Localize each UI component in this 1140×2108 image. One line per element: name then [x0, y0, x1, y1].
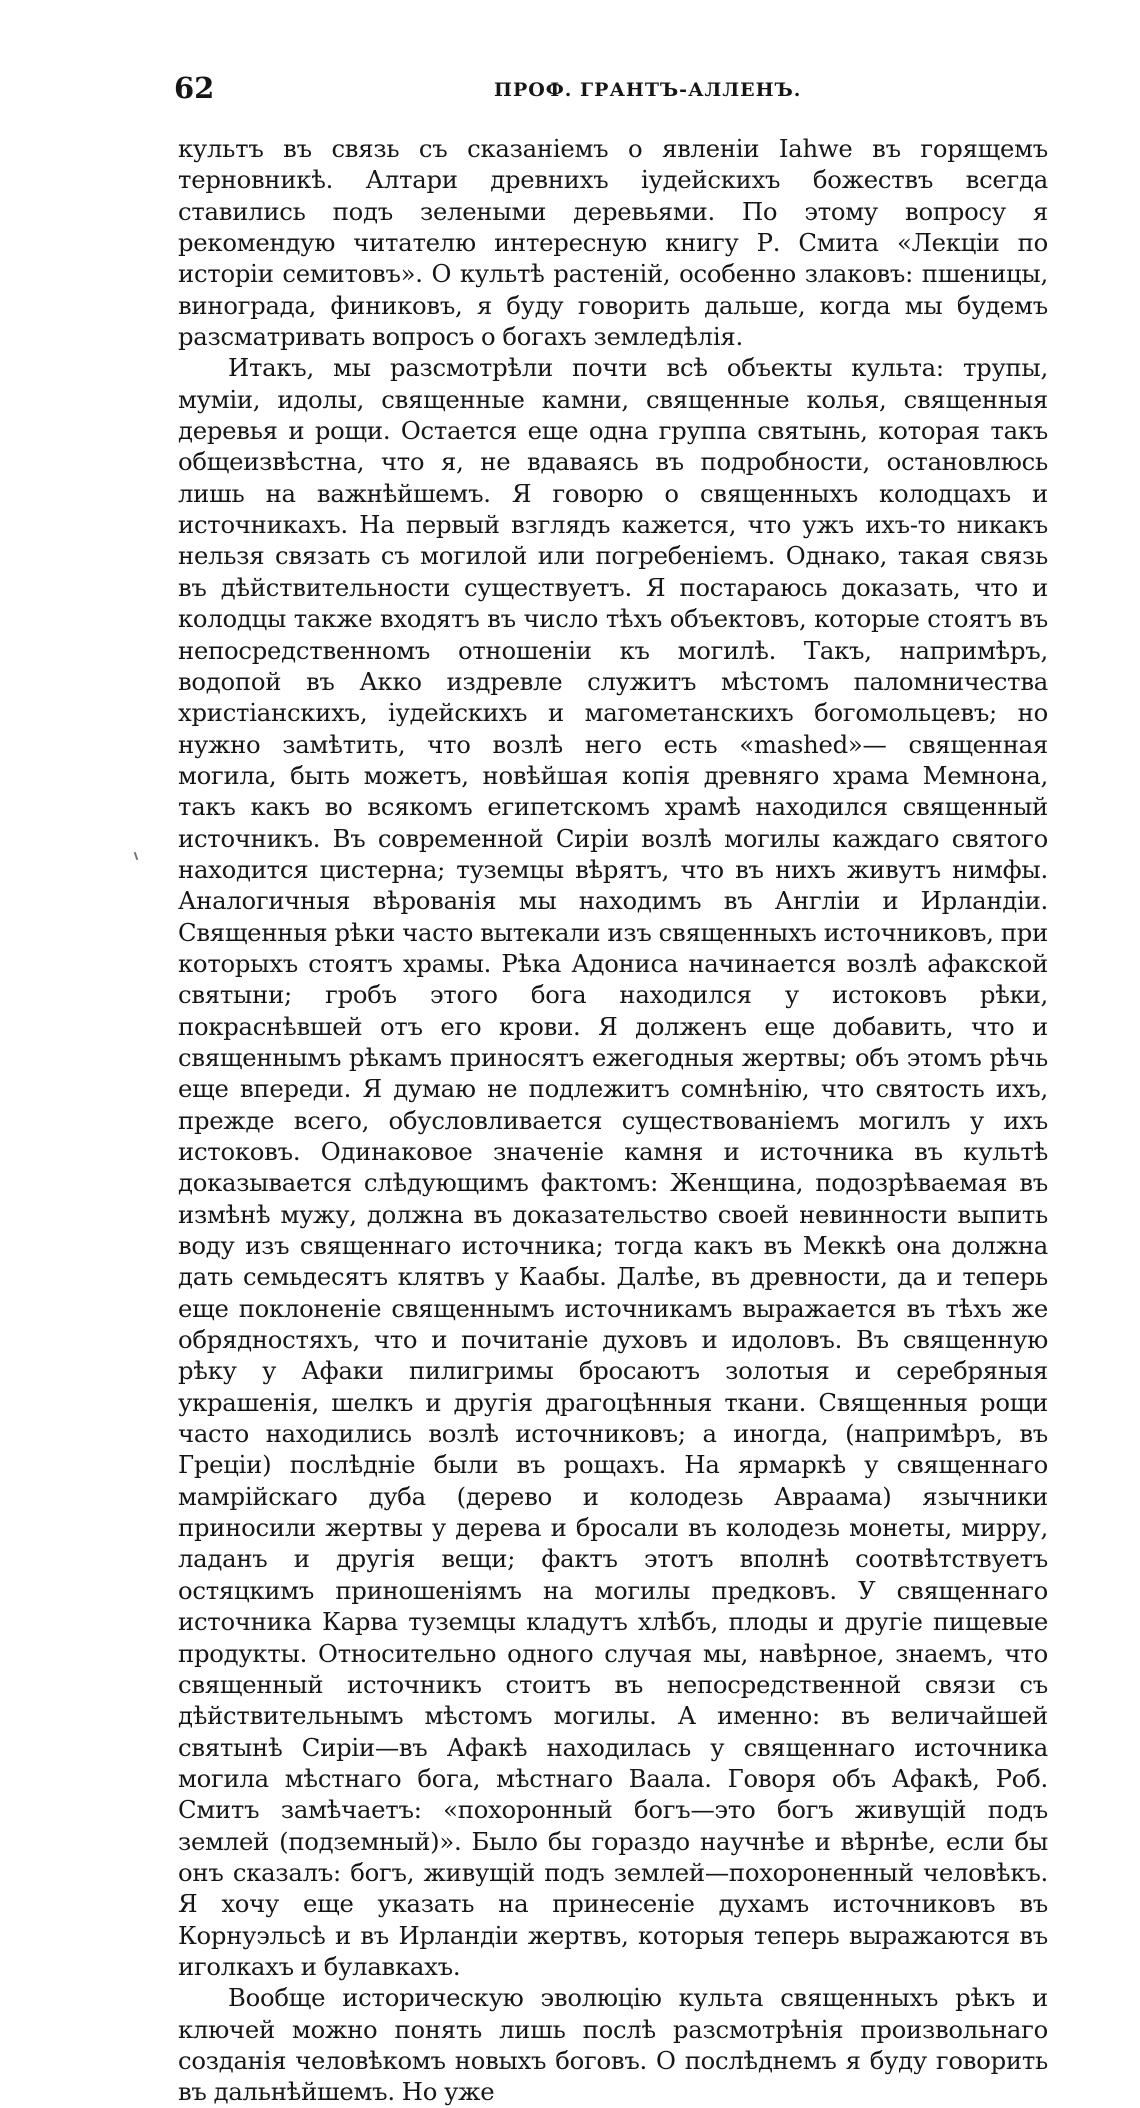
paragraph-evolution: Вообще историческую эволюцію культа священныхъ рѣкъ и ключей можно понять лишь послѣ разсмотрѣнія произвольнаго созданія человѣкомъ новыхъ боговъ. О послѣднемъ я буду говорить въ дальнѣйшемъ. Но уже	[178, 1983, 1048, 2107]
page-header	[174, 68, 1050, 116]
paragraph-sacred-wells: Итакъ, мы разсмотрѣли почти всѣ объекты культа: трупы, муміи, идолы, священные камни, священные колья, священныя деревья и рощи. Остается еще одна группа святынь, которая такъ общеизвѣстна, что я, не вдаваясь въ подробности, остановлюсь лишь на важнѣйшемъ. Я говорю о священныхъ колодцахъ и источникахъ. На первый взглядъ кажется, что ужъ ихъ-то никакъ нельзя связать съ могилой или погребеніемъ. Однако, такая связь въ дѣйствительности существуетъ. Я постараюсь доказать, что и колодцы также входятъ въ число тѣхъ объектовъ, которые стоятъ въ непосредственномъ отношеніи къ могилѣ. Такъ, напримѣръ, водопой въ Акко издревле служитъ мѣстомъ паломничества христіанскихъ, іудейскихъ и магометанскихъ богомольцевъ; но нужно замѣтить, что возлѣ него есть «mashed»— священная могила, быть можетъ, новѣйшая копія древняго храма Мемнона, такъ какъ во всякомъ египетскомъ храмѣ находился священный источникъ. Въ современной Сиріи возлѣ могилы каждаго святого находится цистерна; туземцы вѣрятъ, что въ нихъ живутъ нимфы. Аналогичныя вѣрованія мы находимъ въ Англіи и Ирландіи. Священныя рѣки часто вытекали изъ священныхъ источниковъ, при которыхъ стоятъ храмы. Рѣка Адониса начинается возлѣ афакской святыни; гробъ этого бога находился у истоковъ рѣки, покраснѣвшей отъ его крови. Я долженъ еще добавить, что и священнымъ рѣкамъ приносятъ ежегодныя жертвы; объ этомъ рѣчь еще впереди. Я думаю не подлежитъ сомнѣнію, что святость ихъ, прежде всего, обусловливается существованіемъ могилъ у ихъ истоковъ. Одинаковое значеніе камня и источника въ культѣ доказывается слѣдующимъ фактомъ: Женщина, подозрѣваемая въ измѣнѣ мужу, должна въ доказательство своей невинности выпить воду изъ священнаго источника; тогда какъ въ Меккѣ она должна дать семьдесятъ клятвъ у Каабы. Далѣе, въ древности, да и теперь еще поклоненіе священнымъ источникамъ выражается въ тѣхъ же обрядностяхъ, что и почитаніе духовъ и идоловъ. Въ священную рѣку у Афаки пилигримы бросаютъ золотыя и серебряныя украшенія, шелкъ и другія драгоцѣнныя ткани. Священныя рощи часто находились возлѣ источниковъ; а иногда, (напримѣръ, въ Греціи) послѣдніе были въ рощахъ. На ярмаркѣ у священнаго мамрійскаго дуба (дерево и колодезь Авраама) язычники приносили жертвы у дерева и бросали въ колодезь монеты, мирру, ладанъ и другія вещи; фактъ этотъ вполнѣ соотвѣтствуетъ остяцкимъ приношеніямъ на могилы предковъ. У священнаго источника Карва туземцы кладутъ хлѣбъ, плоды и другіе пищевые продукты. Относительно одного случая мы, навѣрное, знаемъ, что священный источникъ стоитъ въ непосредственной связи съ дѣйствительнымъ мѣстомъ могилы. А именно: въ величайшей святынѣ Сиріи—въ Афакѣ находилась у священнаго источника могила мѣстнаго бога, мѣстнаго Ваала. Говоря объ Афакѣ, Роб. Смитъ замѣчаетъ: «похоронный богъ—это богъ живущій подъ землей (подземный)». Было бы гораздо научнѣе и вѣрнѣе, если бы онъ сказалъ: богъ, живущій подъ землей—похороненный человѣкъ. Я хочу еще указать на принесеніе духамъ источниковъ въ Корнуэльсѣ и въ Ирландіи жертвъ, которыя теперь выражаются въ иголкахъ и булавкахъ.	[178, 353, 1048, 1981]
paragraph-continuation: культъ въ связь съ сказаніемъ о явленіи Iahwe въ горящемъ терновникѣ. Алтари древнихъ іудейскихъ божествъ всегда ставились подъ зелеными деревьями. По этому вопросу я рекомендую читателю интересную книгу Р. Смита «Лекціи по исторіи семитовъ». О культѣ растеній, особенно злаковъ: пшеницы, винограда, финиковъ, я буду говорить дальше, когда мы будемъ разсматривать вопросъ о богахъ земледѣлія.	[178, 134, 1048, 352]
stray-print-mark	[134, 852, 139, 860]
page-number: 62	[174, 71, 215, 105]
body-text	[178, 133, 1048, 2108]
running-head: ПРОФ. ГРАНТЪ-АЛЛЕНЪ.	[494, 79, 802, 101]
